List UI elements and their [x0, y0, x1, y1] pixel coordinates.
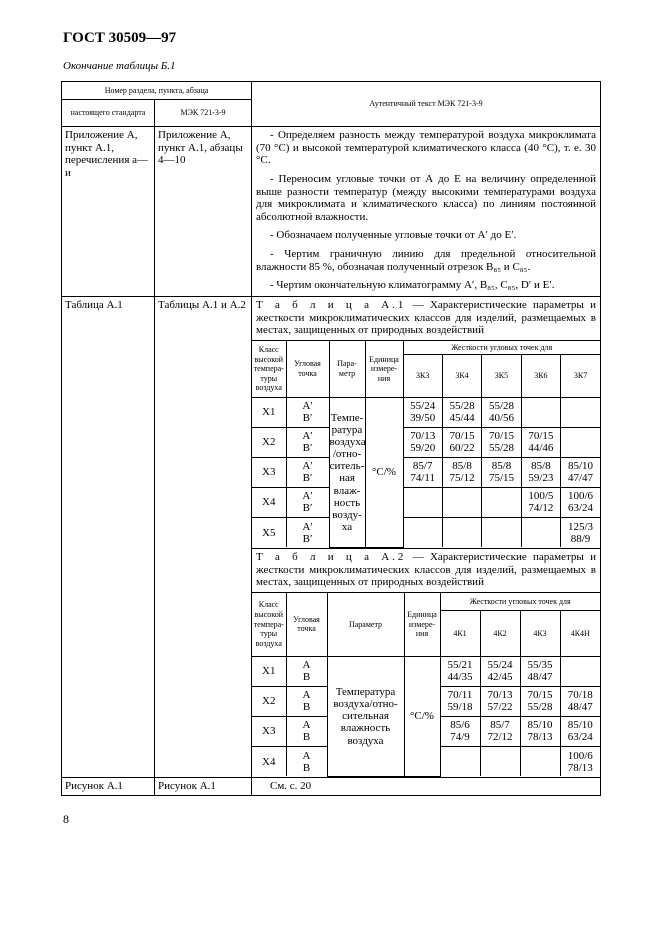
tableA2-value-cell	[440, 656, 480, 686]
tableA1-row-points	[286, 487, 329, 517]
tableA1-row-class: X1	[252, 397, 286, 427]
value-b: 74/12	[528, 502, 554, 515]
value-b: 78/13	[527, 731, 553, 744]
value-a: 85/7	[490, 719, 510, 732]
tableA1-value-cell	[403, 487, 442, 517]
corner-point: B	[302, 701, 311, 714]
row3-text: См. с. 20	[252, 777, 601, 795]
tableA2-value-cell	[520, 746, 560, 776]
corner-point: B′	[302, 532, 313, 545]
tableA2-h-unit: Единица измере-ния	[404, 592, 440, 656]
value-a: 55/21	[447, 659, 473, 672]
value-b: 55/28	[488, 442, 514, 455]
value-b: 57/22	[487, 701, 513, 714]
tableA2-row-class: X4	[252, 746, 286, 776]
row2-standard-ref: Таблица А.1	[62, 297, 155, 778]
correspondence-table	[61, 81, 601, 796]
tableA1-value-cell	[403, 517, 442, 547]
tableA1-value-cell	[403, 397, 442, 427]
tableA1-row-class: X3	[252, 457, 286, 487]
tableA1-col-header: 3К7	[561, 354, 600, 397]
value-b: 42/45	[487, 671, 513, 684]
tableA2-value-cell	[520, 716, 560, 746]
tableA1-col-header: 3К3	[403, 354, 442, 397]
value-b: 59/23	[528, 472, 554, 485]
paragraph: - Чертим граничную линию для предельной относительной влажности 85 %, обозначая полученный отрезок B₈₅ и C₈₅.	[256, 248, 596, 273]
tableA2-row-points	[286, 656, 327, 686]
tableA1-value-cell	[442, 487, 481, 517]
tableA2-value-cell	[480, 686, 520, 716]
corner-point: A′	[302, 430, 313, 443]
tableA1-value-cell	[561, 487, 600, 517]
value-b: 55/28	[527, 701, 553, 714]
corner-point: B	[302, 671, 311, 684]
value-a: 70/15	[528, 430, 554, 443]
tableA1-value-cell	[482, 457, 521, 487]
value-b: 48/47	[527, 671, 553, 684]
tableA1-row-points	[286, 517, 329, 547]
value-b: 45/44	[449, 412, 475, 425]
value-a: 85/7	[412, 460, 433, 473]
value-b: 75/15	[488, 472, 514, 485]
value-b: 40/56	[488, 412, 514, 425]
header-authentic-text: Аутентичный текст МЭК 721-3-9	[252, 82, 601, 127]
tableA2-value-cell	[480, 746, 520, 776]
tableA1	[252, 340, 600, 548]
value-b: 59/20	[410, 442, 436, 455]
tableA1-value-cell	[521, 487, 560, 517]
tableA1-row-points	[286, 457, 329, 487]
tableA1-value-cell	[561, 457, 600, 487]
tableA2-col-header: 4К2	[480, 610, 520, 656]
tableA1-value-cell	[521, 457, 560, 487]
tableA2-row-points	[286, 686, 327, 716]
tableA2-value-cell	[440, 746, 480, 776]
table-caption-continued: Окончание таблицы Б.1	[63, 60, 176, 72]
tableA1-value-cell	[521, 397, 560, 427]
value-a: 85/10	[527, 719, 553, 732]
header-this-standard: настоящего стандарта	[62, 100, 155, 127]
corner-point: A	[302, 719, 311, 732]
value-a: 70/15	[527, 689, 553, 702]
value-b: 47/47	[568, 472, 594, 485]
value-b: 72/12	[487, 731, 513, 744]
value-a: 85/8	[531, 460, 551, 473]
tableA2-unit: °C/%	[404, 656, 440, 776]
page-number: 8	[63, 812, 69, 826]
tableA1-value-cell	[442, 427, 481, 457]
tableA1-value-cell	[482, 427, 521, 457]
paragraph: - Обозначаем полученные угловые точки от А′ до Е′.	[270, 229, 517, 242]
tableA2-value-cell	[560, 686, 600, 716]
tableA2-value-cell	[520, 686, 560, 716]
tableA2-value-cell	[480, 656, 520, 686]
tableA2-h-param: Параметр	[327, 592, 404, 656]
row3-iec-ref: Рисунок А.1	[155, 777, 252, 795]
corner-point: A′	[302, 490, 313, 503]
tableA2-value-cell	[440, 686, 480, 716]
tableA1-row-points	[286, 397, 329, 427]
corner-point: A′	[302, 400, 313, 413]
tableA1-value-cell	[442, 517, 481, 547]
value-a: 55/28	[449, 400, 475, 413]
corner-point: B	[302, 761, 311, 774]
tableA1-param: Темпе-ратура воздуха /отно-ситель-ная влаж-ность возду-ха	[329, 397, 365, 547]
value-b: 60/22	[449, 442, 475, 455]
tableA2-value-cell	[520, 656, 560, 686]
tableA1-value-cell	[482, 517, 521, 547]
tableA2-row-class: X2	[252, 686, 286, 716]
value-a: 85/8	[491, 460, 512, 473]
value-a: 85/6	[450, 719, 470, 732]
tableA2-col-header: 4К3	[520, 610, 560, 656]
corner-point: A	[302, 659, 311, 672]
paragraph: - Чертим окончательную климатограмму А′, В₈₅, С₈₅, D′ и Е′.	[270, 279, 555, 292]
tableA1-value-cell	[442, 457, 481, 487]
value-a: 70/18	[567, 689, 593, 702]
value-b: 88/9	[570, 532, 591, 545]
tableA1-row-class: X2	[252, 427, 286, 457]
value-a: 70/13	[410, 430, 436, 443]
tableA2-row-class: X1	[252, 656, 286, 686]
value-a: 85/8	[452, 460, 472, 473]
tableA1-value-cell	[561, 397, 600, 427]
tableA1-value-cell	[403, 427, 442, 457]
corner-point: A	[302, 749, 311, 762]
value-b: 48/47	[567, 701, 593, 714]
tableA1-col-header: 3К4	[442, 354, 481, 397]
tableA1-value-cell	[561, 427, 600, 457]
tableA1-h-param: Пара-метр	[329, 340, 365, 397]
value-b: 74/11	[410, 472, 436, 485]
value-a: 55/24	[410, 400, 436, 413]
value-b: 63/24	[568, 502, 594, 515]
tableA2-col-header: 4К4Н	[560, 610, 600, 656]
value-b: 75/12	[449, 472, 475, 485]
value-b: 78/13	[567, 761, 593, 774]
tableA2	[252, 592, 600, 777]
tableA1-value-cell	[521, 517, 560, 547]
value-b: 44/35	[447, 671, 473, 684]
tableA2-h-point: Угловая точка	[286, 592, 327, 656]
tableA2-h-class: Класс высокой темпера-туры воздуха	[252, 592, 286, 656]
row3-standard-ref: Рисунок А.1	[62, 777, 155, 795]
tableA2-row-class: X3	[252, 716, 286, 746]
corner-point: B	[302, 731, 311, 744]
value-a: 55/35	[527, 659, 553, 672]
tableA2-caption: Т а б л и ц а А.2 — Характеристические параметры и жесткости микроклиматических классов для изделий, размещаемых в местах, защищенных от природных воздействий	[252, 548, 600, 592]
tableA2-h-group: Жесткости угловых точек для	[440, 592, 600, 610]
value-a: 125/3	[568, 520, 594, 533]
tableA1-value-cell	[442, 397, 481, 427]
tableA1-h-unit: Единица измере-ния	[365, 340, 403, 397]
tableA1-row-class: X4	[252, 487, 286, 517]
row2-tables	[252, 297, 601, 778]
value-a: 100/5	[528, 490, 554, 503]
tableA1-unit: °C/%	[365, 397, 403, 547]
paragraph: - Определяем разность между температурой воздуха микроклимата (70 °С) и высокой температурой климатического класса (40 °С), т. е. 30 °С.	[256, 129, 596, 167]
tableA1-col-header: 3К5	[482, 354, 521, 397]
corner-point: B′	[302, 412, 313, 425]
tableA2-value-cell	[560, 746, 600, 776]
tableA1-col-header: 3К6	[521, 354, 560, 397]
tableA1-row-class: X5	[252, 517, 286, 547]
tableA1-value-cell	[482, 397, 521, 427]
corner-point: A′	[302, 460, 313, 473]
tableA1-h-group: Жесткости угловых точек для	[403, 340, 600, 354]
row1-iec-ref: Приложение А, пункт А.1, абзацы 4—10	[155, 127, 252, 297]
corner-point: A′	[302, 520, 313, 533]
value-b: 39/50	[410, 412, 436, 425]
corner-point: B′	[302, 502, 313, 515]
value-b: 44/46	[528, 442, 554, 455]
tableA2-value-cell	[440, 716, 480, 746]
row1-standard-ref: Приложение А, пункт А.1, перечисления а—и	[62, 127, 155, 297]
value-a: 70/11	[447, 689, 473, 702]
tableA1-value-cell	[482, 487, 521, 517]
corner-point: B′	[302, 472, 313, 485]
tableA1-value-cell	[561, 517, 600, 547]
value-a: 85/10	[567, 719, 593, 732]
tableA2-row-points	[286, 746, 327, 776]
tableA2-value-cell	[560, 716, 600, 746]
value-a: 70/15	[449, 430, 475, 443]
row1-text	[252, 127, 601, 297]
value-a: 85/10	[568, 460, 594, 473]
tableA1-value-cell	[403, 457, 442, 487]
tableA2-col-header: 4К1	[440, 610, 480, 656]
tableA1-h-class: Класс высокой темпера-туры воздуха	[252, 340, 286, 397]
value-b: 59/18	[447, 701, 473, 714]
header-iec-standard: МЭК 721-3-9	[155, 100, 252, 127]
value-b: 63/24	[567, 731, 593, 744]
tableA1-row-points	[286, 427, 329, 457]
paragraph: - Переносим угловые точки от А до Е на величину определенной выше разности температур (между высокими температурами воздуха для микроклимата и климатического класса) по линиям постоянной абсолютной влажности.	[256, 172, 596, 223]
corner-point: B′	[302, 442, 313, 455]
value-a: 100/6	[567, 749, 593, 762]
tableA1-caption: Т а б л и ц а А.1 — Характеристические параметры и жесткости микроклиматических классов для изделий, размещаемых в местах, защищенных от природных воздействий	[256, 299, 596, 337]
tableA2-value-cell	[480, 716, 520, 746]
document-title: ГОСТ 30509—97	[63, 30, 177, 46]
value-a: 55/24	[487, 659, 513, 672]
value-a: 70/13	[487, 689, 513, 702]
tableA2-param: Температура воздуха/отно-сительная влажность воздуха	[327, 656, 404, 776]
tableA2-value-cell	[560, 656, 600, 686]
tableA1-value-cell	[521, 427, 560, 457]
tableA2-row-points	[286, 716, 327, 746]
tableA1-h-point: Угловая точка	[286, 340, 329, 397]
value-a: 55/28	[488, 400, 514, 413]
corner-point: A	[302, 689, 311, 702]
value-b: 74/9	[450, 731, 470, 744]
value-a: 100/6	[568, 490, 594, 503]
header-section-numbers: Номер раздела, пункта, абзаца	[62, 82, 252, 100]
row2-iec-ref: Таблицы А.1 и А.2	[155, 297, 252, 778]
value-a: 70/15	[488, 430, 514, 443]
